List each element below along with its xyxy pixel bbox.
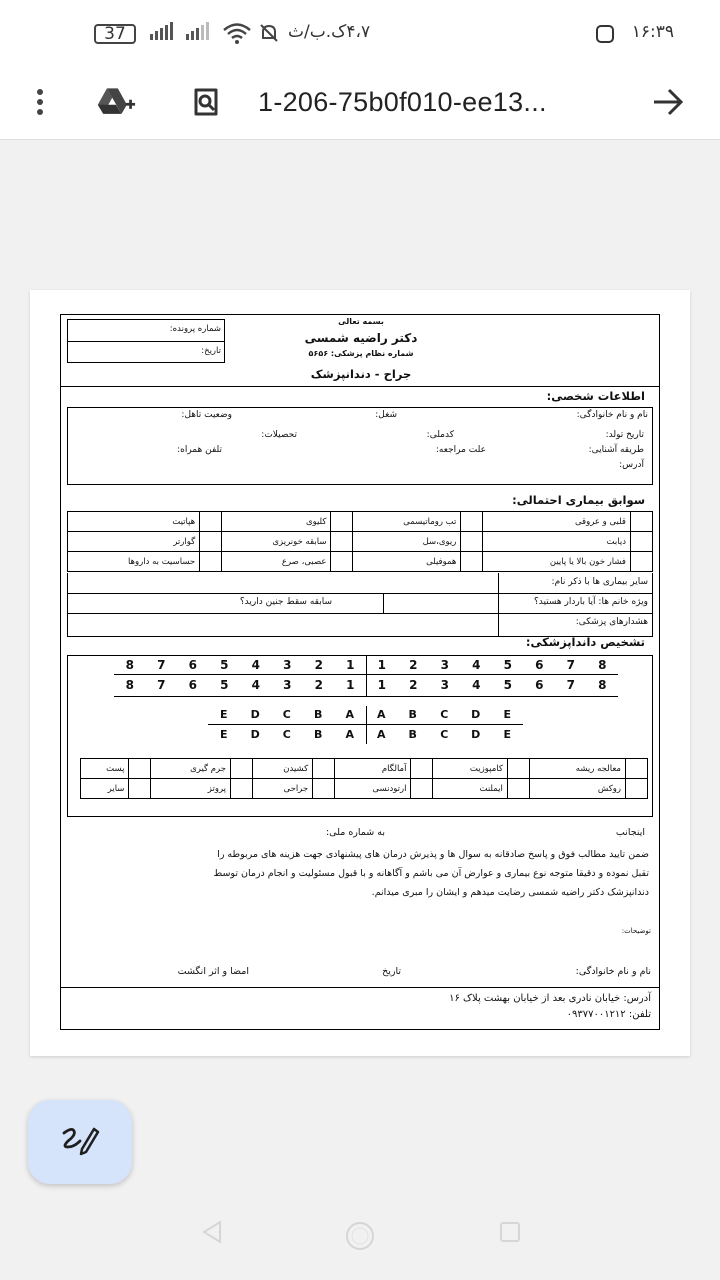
viewer-toolbar	[0, 64, 720, 140]
tooth-number[interactable]: 8	[125, 678, 134, 692]
tooth-number[interactable]: 1	[346, 658, 355, 672]
history-row	[68, 532, 653, 552]
history-item: هموفیلی	[353, 552, 461, 572]
signal-icon-2	[186, 22, 214, 45]
tooth-number[interactable]: 3	[283, 658, 292, 672]
google-lens-icon[interactable]	[186, 82, 226, 122]
history-item: فشار خون بالا یا پایین	[483, 552, 631, 572]
checkbox-cell[interactable]	[313, 779, 335, 799]
checkbox-cell[interactable]	[129, 779, 151, 799]
checkbox-cell[interactable]	[331, 512, 353, 532]
tooth-number[interactable]: D	[250, 728, 260, 741]
tooth-number[interactable]: A	[376, 728, 386, 741]
checkbox-cell[interactable]	[631, 532, 653, 552]
sign-name-label: نام و نام خانوادگی:	[575, 966, 651, 977]
tooth-number[interactable]: E	[503, 708, 511, 721]
tooth-number[interactable]: 4	[472, 658, 481, 672]
license-number: شماره نظام پزشکی: ۵۶۵۶	[308, 349, 414, 358]
tooth-number[interactable]: 4	[472, 678, 481, 692]
checkbox-cell[interactable]	[331, 532, 353, 552]
tooth-number[interactable]: 6	[535, 658, 544, 672]
tooth-number[interactable]: D	[250, 708, 260, 721]
treatment-item: آمالگام	[335, 759, 411, 779]
history-item: دیابت	[483, 532, 631, 552]
birth-date-label: تاریخ تولد:	[605, 430, 644, 440]
recents-icon[interactable]	[498, 1220, 522, 1244]
tooth-number[interactable]: 2	[314, 658, 323, 672]
checkbox-cell[interactable]	[200, 552, 222, 572]
annotate-fab[interactable]	[28, 1100, 132, 1184]
treatment-item: پست	[81, 759, 129, 779]
checkbox-cell[interactable]	[313, 759, 335, 779]
specialty: جراح - دندانپزشک	[310, 367, 412, 381]
treatment-table	[80, 758, 648, 799]
battery-icon: 37	[94, 24, 136, 44]
miscarriage-label: سابقه سقط جنین دارید؟	[239, 597, 332, 607]
pregnant-label: ویژه خانم ها: آیا باردار هستید؟	[533, 597, 648, 607]
tooth-number[interactable]: B	[408, 728, 417, 741]
checkbox-cell[interactable]	[200, 532, 222, 552]
education-label: تحصیلات:	[261, 430, 297, 440]
add-to-drive-icon[interactable]	[96, 82, 136, 122]
diagnosis-title: تشخیص دانداپزشکی:	[525, 635, 645, 649]
tooth-number[interactable]: 2	[409, 678, 418, 692]
job-label: شغل:	[375, 410, 397, 420]
file-number-label: شماره پرونده:	[68, 320, 224, 342]
status-bar	[0, 0, 720, 64]
checkbox-cell[interactable]	[626, 759, 648, 779]
history-row	[68, 552, 653, 572]
tooth-number[interactable]: 8	[125, 658, 134, 672]
treatment-item: جراحی	[253, 779, 313, 799]
more-vert-icon[interactable]	[20, 82, 60, 122]
national-id-label: کدملی:	[426, 430, 454, 440]
divider	[61, 386, 659, 387]
document-page	[30, 290, 690, 1056]
footer-divider	[61, 987, 659, 988]
checkbox-cell[interactable]	[631, 552, 653, 572]
tooth-number[interactable]: A	[345, 728, 354, 741]
treatment-item: کشیدن	[253, 759, 313, 779]
treatment-row	[81, 779, 648, 799]
history-item: سابقه خونریزی	[222, 532, 331, 552]
tooth-number[interactable]: 3	[440, 678, 449, 692]
reason-label: علت مراجعه:	[435, 445, 486, 455]
tooth-number[interactable]: 5	[220, 678, 229, 692]
tooth-number[interactable]: C	[282, 708, 291, 721]
checkbox-cell[interactable]	[507, 779, 529, 799]
name-label: نام و نام خانوادگی:	[576, 410, 648, 420]
tooth-number[interactable]: 6	[188, 658, 197, 672]
tooth-number[interactable]: 4	[251, 658, 260, 672]
tooth-number[interactable]: 3	[440, 658, 449, 672]
tooth-number[interactable]: D	[471, 728, 481, 741]
checkbox-cell[interactable]	[231, 759, 253, 779]
mobile-label: تلفن همراه:	[177, 445, 222, 455]
tooth-number[interactable]: E	[219, 728, 228, 741]
checkbox-cell[interactable]	[200, 512, 222, 532]
checkbox-cell[interactable]	[461, 552, 483, 572]
tooth-number[interactable]: 8	[598, 658, 607, 672]
home-icon[interactable]	[344, 1220, 376, 1252]
history-item: هپاتیت	[68, 512, 200, 532]
tooth-number[interactable]: 7	[566, 658, 575, 672]
tooth-number[interactable]: 5	[503, 678, 512, 692]
file-info-box	[67, 319, 225, 363]
treatment-item: کامپوزیت	[433, 759, 507, 779]
tooth-number[interactable]: 5	[503, 658, 512, 672]
signature-label: امضا و اثر انگشت	[177, 966, 249, 977]
treatment-item: پروتز	[151, 779, 231, 799]
personal-info-box	[67, 407, 653, 485]
other-diseases-label: سایر بیماری ها با ذکر نام:	[551, 577, 648, 587]
history-item: عصبی، صرع	[222, 552, 331, 572]
history-table	[67, 511, 653, 572]
consent-line-1: ضمن تایید مطالب فوق و پاسخ صادقانه به سوال ها و پذیرش درمان های پیشنهادی جهت هزینه های مربوطه را	[217, 849, 649, 860]
undersigned-label: اینجانب	[615, 827, 645, 838]
consent-line-2: تقبل نموده و دقیقا متوجه نوع بیماری و عوارض آن می باشم و آگاهانه و با قبول مسئولیت و انجام درمان توسط	[213, 868, 649, 879]
tooth-number[interactable]: 2	[409, 658, 418, 672]
tooth-number[interactable]: 6	[535, 678, 544, 692]
tooth-number[interactable]: B	[314, 708, 323, 721]
tooth-number[interactable]: 4	[251, 678, 260, 692]
tooth-number[interactable]: 3	[283, 678, 292, 692]
checkbox-cell[interactable]	[631, 512, 653, 532]
tooth-number[interactable]: E	[503, 728, 511, 741]
history-title: سوابق بیماری احتمالی:	[512, 493, 645, 507]
checkbox-cell[interactable]	[331, 552, 353, 572]
checkbox-cell[interactable]	[626, 779, 648, 799]
tooth-number[interactable]: 6	[188, 678, 197, 692]
dental-form	[60, 314, 660, 1030]
history-item: حساسیت به داروها	[68, 552, 200, 572]
treatment-item: روکش	[529, 779, 625, 799]
history-item: تب روماتیسمی	[353, 512, 461, 532]
tooth-number[interactable]: 7	[157, 658, 166, 672]
diagnosis-box	[67, 655, 653, 817]
checkbox-cell[interactable]	[507, 759, 529, 779]
signal-icon	[150, 22, 178, 45]
address-label: آدرس:	[619, 460, 644, 470]
tooth-number[interactable]: B	[314, 728, 323, 741]
instagram-icon	[596, 25, 614, 43]
history-row	[68, 512, 653, 532]
tooth-number[interactable]: 7	[157, 678, 166, 692]
personal-info-title: اطلاعات شخصی:	[546, 389, 645, 403]
consent-paragraph	[79, 845, 649, 902]
tooth-number[interactable]: C	[440, 708, 449, 721]
document-title: 1-206-75b0f010-ee13...	[258, 87, 547, 117]
warnings-label: هشدارهای پزشکی:	[575, 617, 648, 627]
history-item: ریوی،سل	[353, 532, 461, 552]
treatment-item: معالجه ریشه	[529, 759, 625, 779]
clock: ۱۶:۳۹	[631, 22, 674, 42]
national-number-label: به شماره ملی:	[325, 827, 385, 838]
tooth-number[interactable]: 1	[377, 658, 386, 672]
treatment-row	[81, 759, 648, 779]
tooth-number[interactable]: 5	[220, 658, 229, 672]
treatment-item: ایملنت	[433, 779, 507, 799]
tooth-number[interactable]: C	[440, 728, 449, 741]
tooth-number[interactable]: 2	[314, 678, 323, 692]
back-icon[interactable]	[200, 1220, 224, 1244]
treatment-item: سایر	[81, 779, 129, 799]
tooth-number[interactable]: D	[471, 708, 481, 721]
date-label: تاریخ:	[201, 346, 221, 356]
bismillah: بسمه تعالی	[338, 317, 384, 326]
tooth-number[interactable]: A	[345, 708, 354, 721]
treatment-item: جرم گیری	[151, 759, 231, 779]
pen-annotate-icon	[60, 1123, 100, 1161]
tooth-number[interactable]: A	[376, 708, 386, 721]
tooth-number[interactable]: 7	[566, 678, 575, 692]
tooth-number[interactable]: 1	[346, 678, 355, 692]
sign-date-label: تاریخ	[382, 966, 401, 977]
wifi-icon	[222, 22, 252, 49]
network-speed: ۴،۷ک.ب/ث	[288, 22, 371, 42]
history-item: قلبی و عروقی	[483, 512, 631, 532]
bell-muted-icon	[258, 22, 280, 49]
checkbox-cell[interactable]	[411, 779, 433, 799]
treatment-item: ارتودنسی	[335, 779, 411, 799]
system-nav-bar	[0, 1190, 720, 1280]
checkbox-cell[interactable]	[129, 759, 151, 779]
checkbox-cell[interactable]	[461, 512, 483, 532]
marital-label: وضعیت تاهل:	[181, 410, 232, 420]
notes-label: توضیحات:	[621, 927, 651, 935]
footer-phone: تلفن: ۰۹۳۷۷۰۰۱۲۱۲	[566, 1009, 651, 1020]
tooth-number[interactable]: C	[282, 728, 291, 741]
arrow-forward-icon[interactable]	[648, 82, 688, 122]
checkbox-cell[interactable]	[411, 759, 433, 779]
consent-line-3: دندانپزشک دکتر راضیه شمسی رضایت میدهم و ایشان را مبری میدانم.	[371, 887, 649, 898]
tooth-number[interactable]: E	[219, 708, 228, 721]
checkbox-cell[interactable]	[231, 779, 253, 799]
history-item: گوارتر	[68, 532, 200, 552]
footer-address: آدرس: خیابان نادری بعد از خیابان بهشت پلاک ۱۶	[449, 993, 651, 1004]
history-item: کلیوی	[222, 512, 331, 532]
extra-history-box	[67, 573, 653, 637]
checkbox-cell[interactable]	[461, 532, 483, 552]
tooth-number[interactable]: 1	[377, 678, 386, 692]
doctor-name: دکتر راضیه شمسی	[304, 331, 418, 345]
tooth-number[interactable]: 8	[598, 678, 607, 692]
tooth-number[interactable]: B	[408, 708, 417, 721]
acquaintance-label: طریقه آشنایی:	[588, 445, 644, 455]
